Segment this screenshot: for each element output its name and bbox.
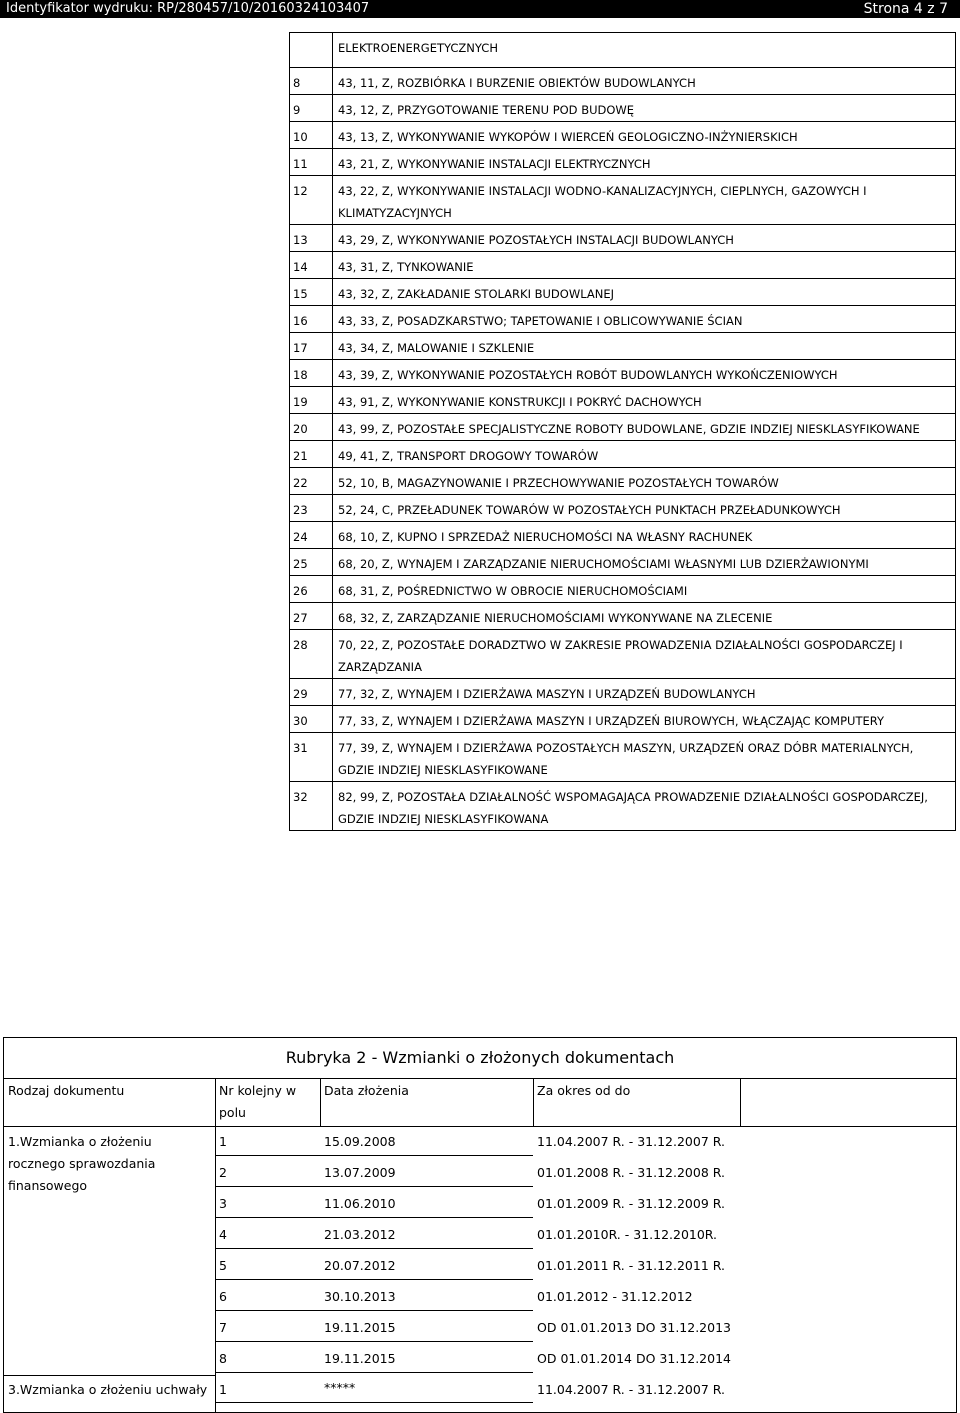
activity-text: 68, 32, Z, ZARZĄDZANIE NIERUCHOMOŚCIAMI WYKONYWANE NA ZLECENIE [333, 603, 956, 630]
document-date: 15.09.2008 [324, 1134, 396, 1149]
document-type-resolution: 3.Wzmianka o złożeniu uchwały [8, 1382, 208, 1397]
row-number: 22 [290, 468, 333, 495]
row-number: 20 [290, 414, 333, 441]
activity-text: 43, 91, Z, WYKONYWANIE KONSTRUKCJI I POKRYĆ DACHOWYCH [333, 387, 956, 414]
column-header-nr: Nr kolejny w polu [219, 1083, 297, 1120]
print-header [0, 0, 960, 18]
document-nr: 4 [219, 1227, 227, 1242]
documents-section [3, 1037, 957, 1413]
document-date: 19.11.2015 [324, 1351, 396, 1366]
row-number: 15 [290, 279, 333, 306]
document-nr: 7 [219, 1320, 227, 1335]
document-date: 20.07.2012 [324, 1258, 396, 1273]
row-number: 12 [290, 176, 333, 225]
document-period: OD 01.01.2013 DO 31.12.2013 [537, 1320, 731, 1335]
activity-text: 43, 13, Z, WYKONYWANIE WYKOPÓW I WIERCEŃ GEOLOGICZNO-INŻYNIERSKICH [333, 122, 956, 149]
column-header-date: Data złożenia [324, 1083, 409, 1098]
row-number: 28 [290, 630, 333, 679]
table-row [290, 360, 956, 387]
activity-text: 43, 29, Z, WYKONYWANIE POZOSTAŁYCH INSTALACJI BUDOWLANYCH [333, 225, 956, 252]
activities-table [289, 32, 956, 831]
activity-text: 77, 32, Z, WYNAJEM I DZIERŻAWA MASZYN I URZĄDZEŃ BUDOWLANYCH [333, 679, 956, 706]
table-row [290, 149, 956, 176]
table-row [290, 95, 956, 122]
table-row [290, 603, 956, 630]
table-row [290, 252, 956, 279]
document-period: 01.01.2011 R. - 31.12.2011 R. [537, 1258, 725, 1273]
column-header-type: Rodzaj dokumentu [8, 1083, 125, 1098]
document-nr: 6 [219, 1289, 227, 1304]
activity-text: 49, 41, Z, TRANSPORT DROGOWY TOWARÓW [333, 441, 956, 468]
row-number: 32 [290, 782, 333, 831]
row-number: 25 [290, 549, 333, 576]
document-date: 13.07.2009 [324, 1165, 396, 1180]
row-number: 10 [290, 122, 333, 149]
activity-text: 43, 12, Z, PRZYGOTOWANIE TERENU POD BUDOWĘ [333, 95, 956, 122]
document-date: 30.10.2013 [324, 1289, 396, 1304]
document-period: 01.01.2009 R. - 31.12.2009 R. [537, 1196, 725, 1211]
document-period: OD 01.01.2014 DO 31.12.2014 [537, 1351, 731, 1366]
resolution-date: ***** [324, 1380, 356, 1395]
document-period: 11.04.2007 R. - 31.12.2007 R. [537, 1134, 725, 1149]
activity-text: 82, 99, Z, POZOSTAŁA DZIAŁALNOŚĆ WSPOMAGAJĄCA PROWADZENIE DZIAŁALNOŚCI GOSPODARCZEJ, GDZIE INDZIEJ NIESKLASYFIKOWANA [333, 782, 956, 831]
table-row [290, 176, 956, 225]
row-number [290, 33, 333, 68]
section-title: Rubryka 2 - Wzmianki o złożonych dokumentach [285, 1048, 675, 1067]
activity-text: 77, 33, Z, WYNAJEM I DZIERŻAWA MASZYN I URZĄDZEŃ BIUROWYCH, WŁĄCZAJĄC KOMPUTERY [333, 706, 956, 733]
document-period: 01.01.2010R. - 31.12.2010R. [537, 1227, 718, 1242]
activity-text: 68, 10, Z, KUPNO I SPRZEDAŻ NIERUCHOMOŚCI NA WŁASNY RACHUNEK [333, 522, 956, 549]
activity-text: 77, 39, Z, WYNAJEM I DZIERŻAWA POZOSTAŁYCH MASZYN, URZĄDZEŃ ORAZ DÓBR MATERIALNYCH, GDZIE INDZIEJ NIESKLASYFIKOWANE [333, 733, 956, 782]
row-number: 30 [290, 706, 333, 733]
document-nr: 1 [219, 1134, 227, 1149]
document-period: 01.01.2008 R. - 31.12.2008 R. [537, 1165, 725, 1180]
row-number: 13 [290, 225, 333, 252]
row-number: 14 [290, 252, 333, 279]
activity-text: 43, 99, Z, POZOSTAŁE SPECJALISTYCZNE ROBOTY BUDOWLANE, GDZIE INDZIEJ NIESKLASYFIKOWANE [333, 414, 956, 441]
table-row [290, 549, 956, 576]
table-row [290, 306, 956, 333]
table-row [290, 225, 956, 252]
row-number: 31 [290, 733, 333, 782]
table-row [290, 68, 956, 95]
activity-text: 70, 22, Z, POZOSTAŁE DORADZTWO W ZAKRESIE PROWADZENIA DZIAŁALNOŚCI GOSPODARCZEJ I ZARZĄDZANIA [333, 630, 956, 679]
row-number: 24 [290, 522, 333, 549]
document-nr: 8 [219, 1351, 227, 1366]
activity-text: 43, 33, Z, POSADZKARSTWO; TAPETOWANIE I OBLICOWYWANIE ŚCIAN [333, 306, 956, 333]
table-row [290, 630, 956, 679]
table-row [290, 495, 956, 522]
activity-text: 52, 24, C, PRZEŁADUNEK TOWARÓW W POZOSTAŁYCH PUNKTACH PRZEŁADUNKOWYCH [333, 495, 956, 522]
document-type-annual-report: 1.Wzmianka o złożeniu rocznego sprawozdania finansowego [8, 1134, 156, 1193]
activity-text: 43, 31, Z, TYNKOWANIE [333, 252, 956, 279]
resolution-period: 11.04.2007 R. - 31.12.2007 R. [537, 1382, 725, 1397]
document-date: 19.11.2015 [324, 1320, 396, 1335]
table-row [290, 706, 956, 733]
document-nr: 3 [219, 1196, 227, 1211]
table-row [290, 576, 956, 603]
table-row [290, 33, 956, 68]
row-number: 21 [290, 441, 333, 468]
table-row [290, 414, 956, 441]
table-row [290, 733, 956, 782]
activity-text: 43, 11, Z, ROZBIÓRKA I BURZENIE OBIEKTÓW BUDOWLANYCH [333, 68, 956, 95]
table-row [290, 522, 956, 549]
activity-text: 52, 10, B, MAGAZYNOWANIE I PRZECHOWYWANIE POZOSTAŁYCH TOWARÓW [333, 468, 956, 495]
activity-text: 43, 21, Z, WYKONYWANIE INSTALACJI ELEKTRYCZNYCH [333, 149, 956, 176]
activity-text: 68, 20, Z, WYNAJEM I ZARZĄDZANIE NIERUCHOMOŚCIAMI WŁASNYMI LUB DZIERŻAWIONYMI [333, 549, 956, 576]
activity-text: 68, 31, Z, POŚREDNICTWO W OBROCIE NIERUCHOMOŚCIAMI [333, 576, 956, 603]
table-row [290, 333, 956, 360]
document-nr: 5 [219, 1258, 227, 1273]
activity-text: 43, 34, Z, MALOWANIE I SZKLENIE [333, 333, 956, 360]
resolution-nr: 1 [219, 1382, 227, 1397]
table-row [290, 679, 956, 706]
row-number: 27 [290, 603, 333, 630]
section-title-band [4, 1038, 956, 1078]
row-number: 19 [290, 387, 333, 414]
row-number: 23 [290, 495, 333, 522]
document-nr: 2 [219, 1165, 227, 1180]
activity-text: 43, 32, Z, ZAKŁADANIE STOLARKI BUDOWLANEJ [333, 279, 956, 306]
document-period: 01.01.2012 - 31.12.2012 [537, 1289, 693, 1304]
row-number: 16 [290, 306, 333, 333]
row-number: 26 [290, 576, 333, 603]
row-number: 11 [290, 149, 333, 176]
row-number: 29 [290, 679, 333, 706]
page-number: Strona 4 z 7 [863, 1, 948, 17]
table-row [290, 279, 956, 306]
print-id: Identyfikator wydruku: RP/280457/10/20160324103407 [6, 1, 370, 16]
table-row [290, 782, 956, 831]
activity-text: ELEKTROENERGETYCZNYCH [333, 33, 956, 68]
table-row [290, 387, 956, 414]
row-number: 9 [290, 95, 333, 122]
row-number: 18 [290, 360, 333, 387]
row-number: 8 [290, 68, 333, 95]
document-date: 21.03.2012 [324, 1227, 396, 1242]
activity-text: 43, 39, Z, WYKONYWANIE POZOSTAŁYCH ROBÓT BUDOWLANYCH WYKOŃCZENIOWYCH [333, 360, 956, 387]
activity-text: 43, 22, Z, WYKONYWANIE INSTALACJI WODNO-KANALIZACYJNYCH, CIEPLNYCH, GAZOWYCH I KLIMATYZACYJNYCH [333, 176, 956, 225]
row-number: 17 [290, 333, 333, 360]
table-row [290, 468, 956, 495]
table-row [290, 441, 956, 468]
table-row [290, 122, 956, 149]
document-date: 11.06.2010 [324, 1196, 396, 1211]
column-header-period: Za okres od do [537, 1083, 631, 1098]
